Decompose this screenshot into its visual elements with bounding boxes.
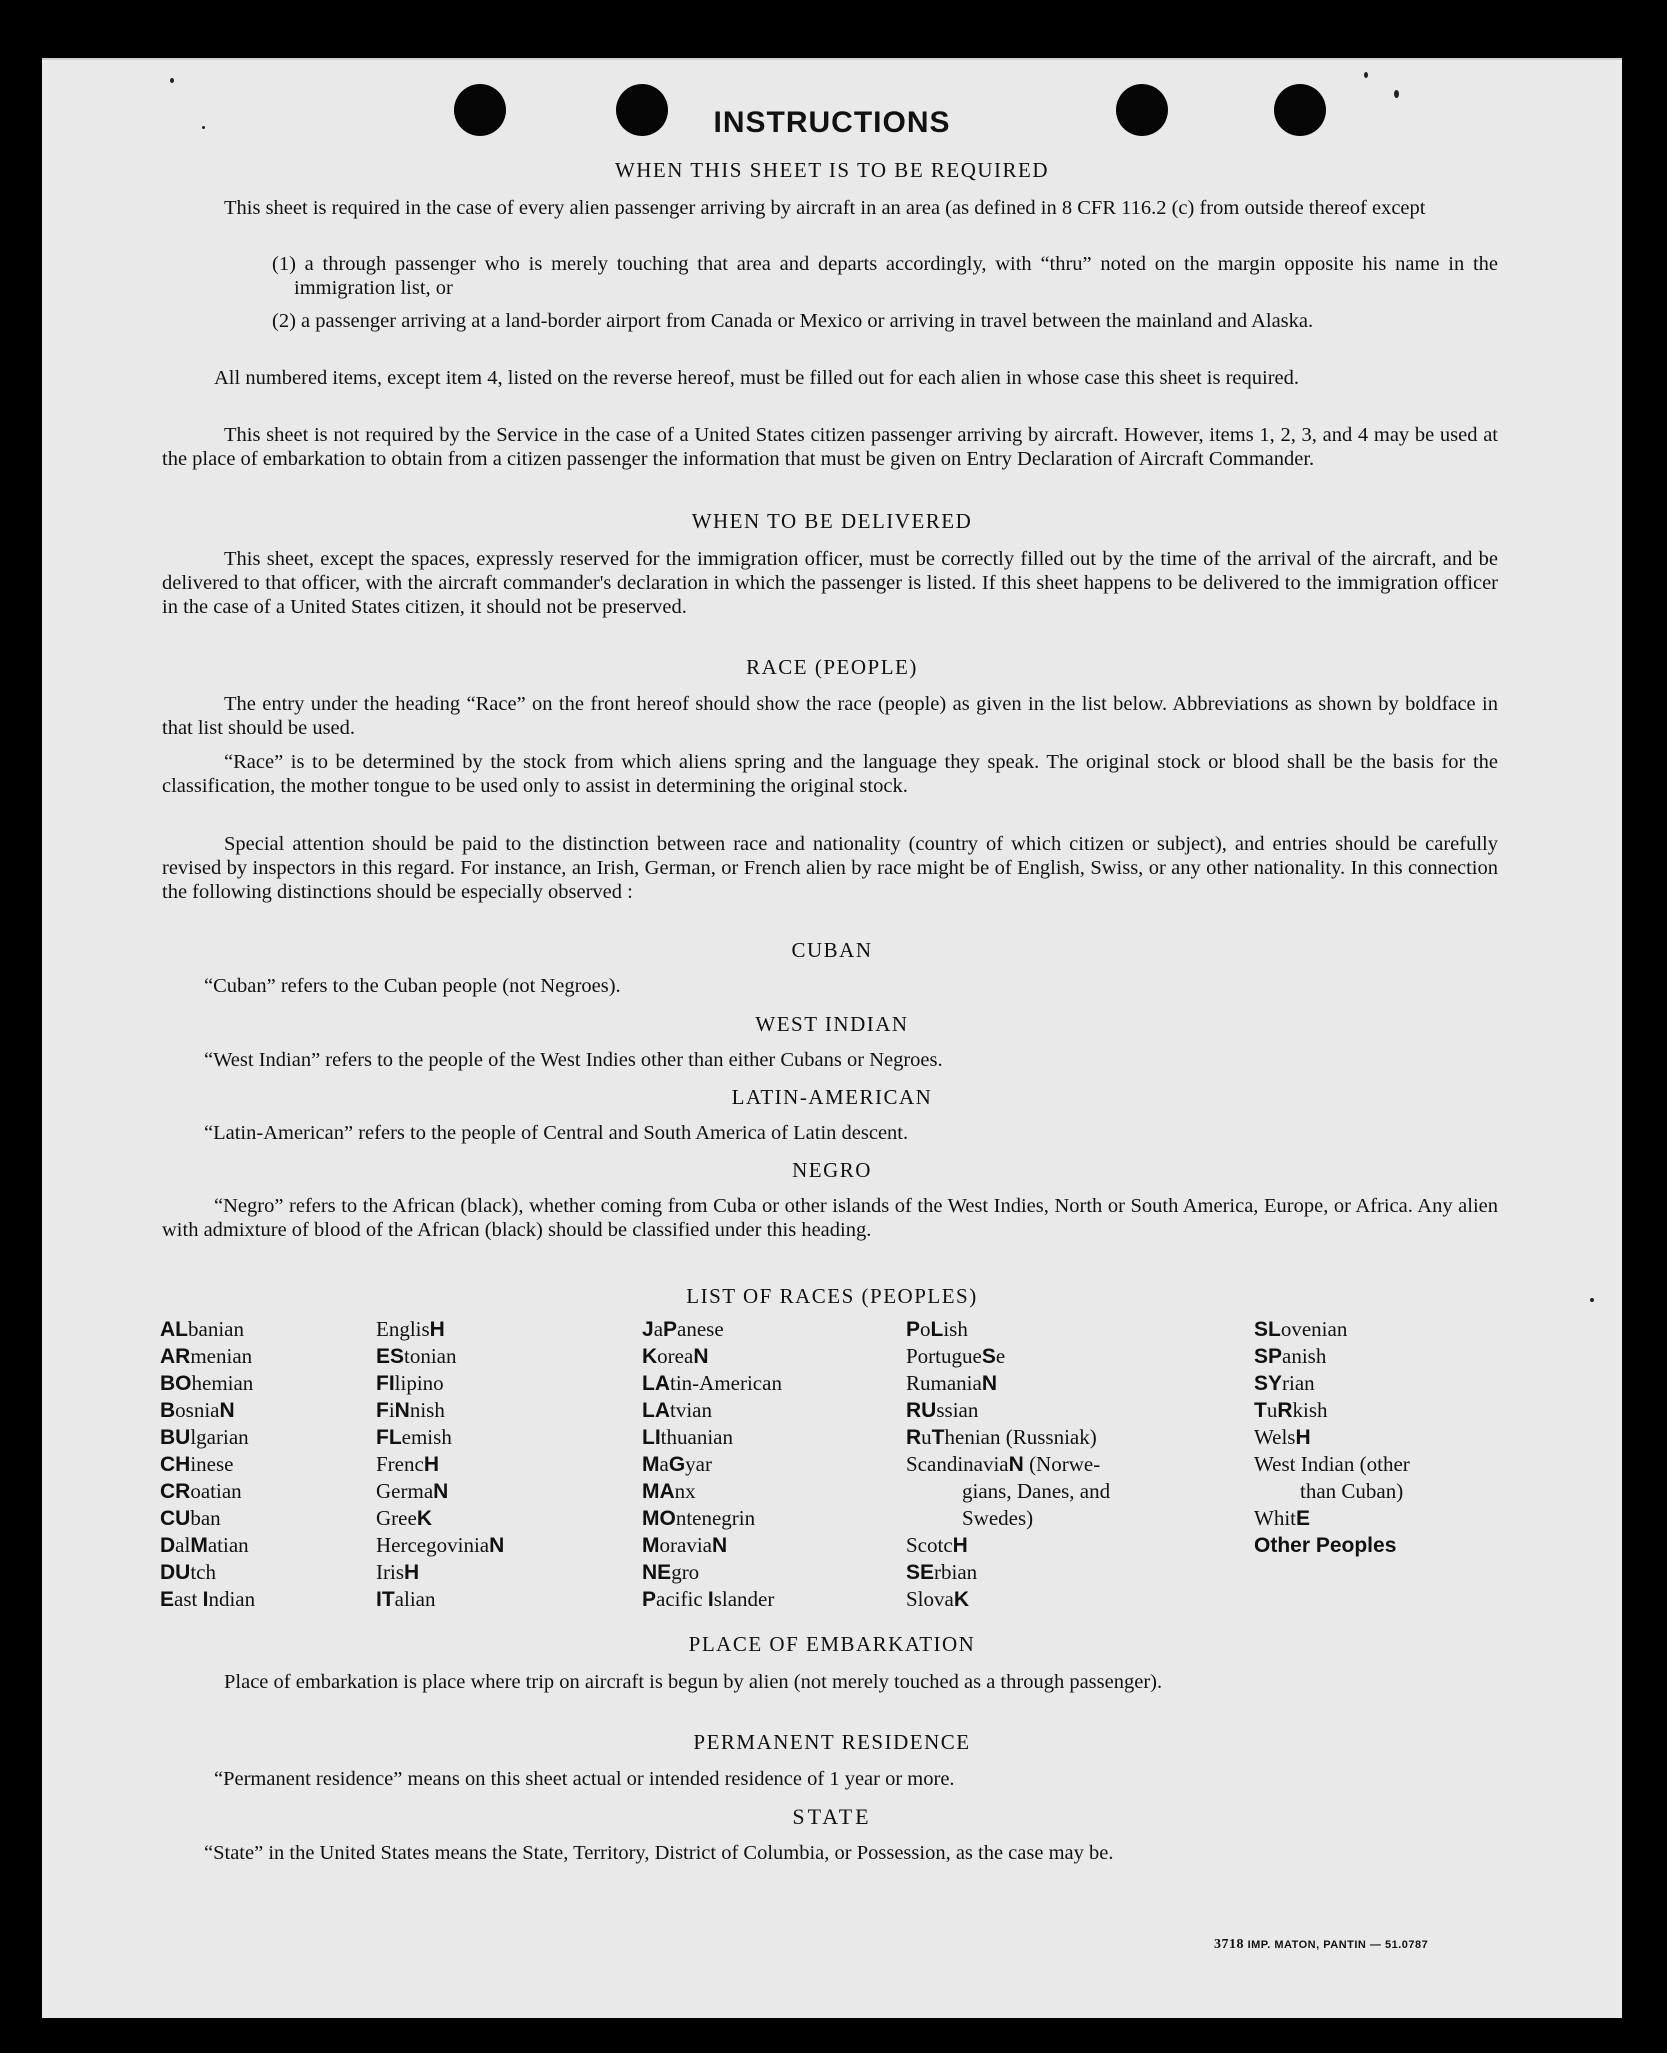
- race-name-text: lipino: [394, 1371, 444, 1395]
- race-abbreviation: N: [711, 1534, 728, 1557]
- race-list-item: [376, 1532, 504, 1559]
- race-list-item: [160, 1370, 255, 1397]
- race-abbreviation: H: [404, 1561, 420, 1584]
- heading-negro: NEGRO: [792, 1158, 872, 1182]
- race-abbreviation: CU: [160, 1507, 191, 1530]
- race-abbreviation: FL: [376, 1426, 402, 1449]
- race-name-text: tonian: [404, 1344, 457, 1368]
- race-abbreviation: K: [416, 1507, 432, 1530]
- race-name-text: kish: [1292, 1398, 1328, 1422]
- race-abbreviation: CR: [160, 1480, 191, 1503]
- race-abbreviation: N: [489, 1534, 505, 1557]
- race-abbreviation: ES: [376, 1345, 405, 1368]
- race-abbreviation: J: [642, 1318, 654, 1341]
- race-name-text: yar: [685, 1452, 712, 1476]
- race-name-text: u: [921, 1425, 932, 1449]
- race-name-text: tvian: [670, 1398, 712, 1422]
- race-list-item: [1254, 1478, 1410, 1505]
- race-abbreviation: T: [1254, 1399, 1267, 1422]
- race-list-item: [642, 1343, 782, 1370]
- paragraph: “West Indian” refers to the people of the West Indies other than either Cubans or Negroes.: [204, 1049, 943, 1071]
- race-abbreviation: G: [668, 1453, 686, 1476]
- race-abbreviation: F: [376, 1399, 389, 1422]
- document-sheet: [42, 58, 1622, 2018]
- race-abbreviation: N: [219, 1399, 235, 1422]
- race-name-text: emish: [401, 1425, 452, 1449]
- race-name-text: Slova: [906, 1587, 954, 1611]
- race-abbreviation: SP: [1254, 1345, 1283, 1368]
- race-list-item: [906, 1316, 1110, 1343]
- race-name-text: Rumania: [906, 1371, 982, 1395]
- race-abbreviation: D: [160, 1534, 176, 1557]
- race-abbreviation: BU: [160, 1426, 191, 1449]
- race-list-item: [642, 1559, 782, 1586]
- race-abbreviation: P: [906, 1318, 921, 1341]
- race-list-item: [1254, 1316, 1410, 1343]
- race-abbreviation: H: [429, 1318, 445, 1341]
- race-column-5: [1254, 1316, 1410, 1559]
- race-abbreviation: N: [394, 1399, 410, 1422]
- race-abbreviation: FI: [376, 1372, 395, 1395]
- race-abbreviation: M: [642, 1534, 660, 1557]
- paragraph: “Negro” refers to the African (black), whether coming from Cuba or other islands of the West Indies, North or South America, Europe, or Africa. Any alien with admixture of blood of the African (black) should be classified under this heading.: [162, 1195, 1498, 1241]
- race-abbreviation: SY: [1254, 1372, 1283, 1395]
- race-continuation: than Cuban): [1300, 1479, 1404, 1503]
- race-list-item: [906, 1586, 1110, 1613]
- race-name-text: u: [1266, 1398, 1278, 1422]
- race-name-text: ish: [943, 1317, 968, 1341]
- race-name-text: Hercegovinia: [376, 1533, 490, 1557]
- race-list-item: [376, 1559, 504, 1586]
- race-abbreviation: N: [1008, 1453, 1024, 1476]
- race-abbreviation: H: [423, 1453, 439, 1476]
- race-list-item: [160, 1451, 255, 1478]
- race-abbreviation: N: [981, 1372, 997, 1395]
- paragraph: The entry under the heading “Race” on the front hereof should show the race (people) as given in the list below. Abbreviations as shown by boldface in that list should be used.: [162, 693, 1498, 739]
- race-abbreviation: L: [930, 1318, 944, 1341]
- race-name-text: anish: [1282, 1344, 1327, 1368]
- paragraph: This sheet is not required by the Service in the case of a United States citizen passenger arriving by aircraft. However, items 1, 2, 3, and 4 may be used at the place of embarkation to obtain from a citizen passenger the information that must be given on Entry Declaration of Aircraft Commander.: [162, 424, 1498, 470]
- heading-west-indian: WEST INDIAN: [755, 1012, 909, 1036]
- race-list-item: [906, 1532, 1110, 1559]
- race-list-item: [906, 1424, 1110, 1451]
- race-name-text: Iris: [376, 1560, 404, 1584]
- race-abbreviation: K: [642, 1345, 658, 1368]
- race-name-text: ssian: [936, 1398, 979, 1422]
- race-abbreviation: IT: [376, 1588, 395, 1611]
- race-abbreviation: P: [663, 1318, 678, 1341]
- heading-permanent-residence: PERMANENT RESIDENCE: [693, 1730, 971, 1754]
- heading-race: RACE (PEOPLE): [746, 655, 918, 679]
- race-abbreviation: BO: [160, 1372, 192, 1395]
- race-name-text: Frenc: [376, 1452, 424, 1476]
- race-name-text: (Norwe-: [1023, 1452, 1101, 1476]
- race-name-text: West Indian (other: [1254, 1452, 1410, 1476]
- race-list-item: [376, 1505, 504, 1532]
- race-name-text: menian: [190, 1344, 253, 1368]
- race-abbreviation: M: [642, 1453, 660, 1476]
- race-list-item: [642, 1424, 782, 1451]
- race-column-2: [376, 1316, 504, 1613]
- race-name-text: e: [995, 1344, 1006, 1368]
- race-list-item: [376, 1586, 504, 1613]
- race-name-text: Englis: [376, 1317, 430, 1341]
- race-list-item: [160, 1478, 255, 1505]
- race-abbreviation: SL: [1254, 1318, 1281, 1341]
- race-name-text: i: [388, 1398, 395, 1422]
- page-title: INSTRUCTIONS: [713, 106, 951, 139]
- race-list-item: [906, 1370, 1110, 1397]
- race-abbreviation: I: [202, 1588, 209, 1611]
- race-name-text: ndian: [208, 1587, 256, 1611]
- race-name-text: nish: [409, 1398, 445, 1422]
- race-name-text: ntenegrin: [675, 1506, 756, 1530]
- race-name-text: a: [653, 1317, 664, 1341]
- race-name-text: osnia: [175, 1398, 220, 1422]
- race-list-item: [642, 1478, 782, 1505]
- heading-latin-american: LATIN-AMERICAN: [731, 1085, 933, 1109]
- race-list-item: [1254, 1397, 1410, 1424]
- race-abbreviation: E: [1296, 1507, 1311, 1530]
- race-abbreviation: MA: [642, 1480, 675, 1503]
- paragraph: This sheet, except the spaces, expressly reserved for the immigration officer, must be correctly filled out by the time of the arrival of the aircraft, and be delivered to that officer, with the aircraft commander's declaration in which the passenger is listed. If this sheet happens to be delivered to the immigration officer in the case of a United States citizen, it should not be preserved.: [162, 548, 1498, 618]
- printer-name: IMP. MATON, PANTIN — 51.0787: [1247, 1939, 1429, 1951]
- race-name-text: alian: [394, 1587, 436, 1611]
- race-list-item: [642, 1505, 782, 1532]
- race-abbreviation: M: [190, 1534, 208, 1557]
- race-name-text: a: [659, 1452, 669, 1476]
- race-list-item: [906, 1559, 1110, 1586]
- race-name-text: Gree: [376, 1506, 417, 1530]
- race-list-item: [1254, 1424, 1410, 1451]
- race-abbreviation: LA: [642, 1372, 670, 1395]
- race-name-text: Scotc: [906, 1533, 953, 1557]
- heading-when-required: WHEN THIS SHEET IS TO BE REQUIRED: [614, 158, 1050, 182]
- race-list-item: [642, 1370, 782, 1397]
- race-list-item: [642, 1532, 782, 1559]
- race-name-text: al: [175, 1533, 191, 1557]
- paragraph: “State” in the United States means the State, Territory, District of Columbia, or Possession, as the case may be.: [204, 1842, 1114, 1864]
- scan-speck: [1364, 72, 1368, 78]
- race-list-item: [160, 1343, 255, 1370]
- race-list-item: [1254, 1532, 1410, 1559]
- race-name-text: ban: [190, 1506, 221, 1530]
- race-name-text: Scandinavia: [906, 1452, 1009, 1476]
- race-name-text: ast: [174, 1587, 203, 1611]
- race-list-item: [160, 1397, 255, 1424]
- race-abbreviation: K: [953, 1588, 970, 1611]
- race-name-text: hemian: [191, 1371, 254, 1395]
- race-list-item: [642, 1397, 782, 1424]
- race-abbreviation: I: [707, 1588, 714, 1611]
- race-abbreviation: AL: [160, 1318, 188, 1341]
- race-list-item: [376, 1451, 504, 1478]
- race-list-item: [906, 1343, 1110, 1370]
- race-list-item: [376, 1370, 504, 1397]
- race-abbreviation: RU: [906, 1399, 937, 1422]
- paragraph: All numbered items, except item 4, listed on the reverse hereof, must be filled out for each alien in whose case this sheet is required.: [214, 367, 1300, 389]
- race-list-item: [906, 1397, 1110, 1424]
- race-abbreviation: CH: [160, 1453, 191, 1476]
- race-abbreviation: B: [160, 1399, 176, 1422]
- paragraph: “Permanent residence” means on this sheet actual or intended residence of 1 year or more.: [214, 1768, 955, 1790]
- race-name-text: ovenian: [1280, 1317, 1348, 1341]
- race-list-item: [160, 1505, 255, 1532]
- race-list-item: [160, 1424, 255, 1451]
- race-list-item: [642, 1451, 782, 1478]
- race-column-4: [906, 1316, 1110, 1613]
- race-list-item: [376, 1343, 504, 1370]
- paragraph: Place of embarkation is place where trip on aircraft is begun by alien (not merely touched as a through passenger).: [224, 1671, 1163, 1693]
- race-abbreviation: R: [906, 1426, 922, 1449]
- race-abbreviation: SE: [906, 1561, 935, 1584]
- race-abbreviation: T: [931, 1426, 945, 1449]
- race-name-text: oatian: [190, 1479, 242, 1503]
- race-abbreviation: LI: [642, 1426, 661, 1449]
- race-name-text: Portugue: [906, 1344, 982, 1368]
- race-name-text: slander: [713, 1587, 775, 1611]
- race-name-text: rian: [1282, 1371, 1315, 1395]
- race-list-item: [1254, 1451, 1410, 1478]
- race-abbreviation: P: [642, 1588, 657, 1611]
- scan-speck: [1394, 90, 1399, 98]
- race-name-text: inese: [190, 1452, 234, 1476]
- race-name-text: oravia: [659, 1533, 712, 1557]
- race-list-item: [906, 1451, 1110, 1478]
- paragraph: “Race” is to be determined by the stock from which aliens spring and the language they speak. The original stock or blood shall be the basis for the classification, the mother tongue to be used only to assist in determining the original stock.: [162, 751, 1498, 797]
- race-list-item: [642, 1586, 782, 1613]
- race-continuation: gians, Danes, and: [962, 1479, 1111, 1503]
- race-abbreviation: N: [693, 1345, 709, 1368]
- form-number: 3718: [1214, 1937, 1244, 1952]
- paragraph: “Latin-American” refers to the people of Central and South America of Latin descent.: [204, 1122, 909, 1144]
- race-continuation: Swedes): [962, 1506, 1034, 1530]
- race-abbreviation: E: [160, 1588, 175, 1611]
- race-abbreviation: MO: [642, 1507, 676, 1530]
- race-list-item: [376, 1424, 504, 1451]
- race-abbreviation: LA: [642, 1399, 670, 1422]
- paragraph: This sheet is required in the case of every alien passenger arriving by aircraft in an area (as defined in 8 CFR 116.2 (c) from outside thereof except: [224, 197, 1426, 219]
- heading-when-delivered: WHEN TO BE DELIVERED: [691, 509, 973, 533]
- race-list-item: [160, 1532, 255, 1559]
- race-list-item: [906, 1505, 1110, 1532]
- printer-imprint: [1214, 1937, 1428, 1953]
- heading-list-of-races: LIST OF RACES (PEOPLES): [686, 1284, 978, 1308]
- race-abbreviation: Other Peoples: [1254, 1534, 1397, 1557]
- race-name-text: Germa: [376, 1479, 434, 1503]
- race-list-item: [642, 1316, 782, 1343]
- race-name-text: o: [920, 1317, 931, 1341]
- race-list-item: [376, 1478, 504, 1505]
- race-name-text: tin-American: [670, 1371, 782, 1395]
- race-name-text: henian (Russniak): [944, 1425, 1097, 1449]
- race-column-3: [642, 1316, 782, 1613]
- race-list-item: [376, 1316, 504, 1343]
- race-list-item: [1254, 1343, 1410, 1370]
- race-name-text: anese: [677, 1317, 724, 1341]
- list-item-1: (1) a through passenger who is merely touching that area and departs accordingly, with “thru” noted on the margin opposite his name in the immigration list, or: [272, 253, 1498, 299]
- race-abbreviation: AR: [160, 1345, 191, 1368]
- race-name-text: Whit: [1254, 1506, 1296, 1530]
- race-list-item: [906, 1478, 1110, 1505]
- race-name-text: rbian: [934, 1560, 978, 1584]
- race-name-text: orea: [657, 1344, 694, 1368]
- paragraph: “Cuban” refers to the Cuban people (not Negroes).: [204, 975, 621, 997]
- race-name-text: lgarian: [190, 1425, 249, 1449]
- race-list-item: [1254, 1505, 1410, 1532]
- race-list-item: [1254, 1370, 1410, 1397]
- race-abbreviation: NE: [642, 1561, 672, 1584]
- race-list-item: [160, 1316, 255, 1343]
- race-abbreviation: R: [1277, 1399, 1293, 1422]
- race-abbreviation: H: [1295, 1426, 1311, 1449]
- race-column-1: [160, 1316, 255, 1613]
- heading-state: STATE: [792, 1804, 872, 1829]
- race-name-text: nx: [674, 1479, 696, 1503]
- race-abbreviation: S: [981, 1345, 996, 1368]
- race-abbreviation: N: [433, 1480, 449, 1503]
- race-name-text: acific: [656, 1587, 708, 1611]
- race-name-text: tch: [190, 1560, 216, 1584]
- race-abbreviation: DU: [160, 1561, 191, 1584]
- heading-cuban: CUBAN: [791, 938, 873, 962]
- list-item-2: (2) a passenger arriving at a land-border airport from Canada or Mexico or arriving in travel between the mainland and Alaska.: [272, 310, 1314, 332]
- race-name-text: banian: [188, 1317, 244, 1341]
- paragraph: Special attention should be paid to the distinction between race and nationality (country of which citizen or subject), and entries should be carefully revised by inspectors in this regard. For instance, an Irish, German, or French alien by race might be of English, Swiss, or any other nationality. In this connection the following distinctions should be especially observed :: [162, 833, 1498, 903]
- race-list-item: [376, 1397, 504, 1424]
- scan-speck: [170, 78, 174, 83]
- race-name-text: atian: [207, 1533, 249, 1557]
- heading-embarkation: PLACE OF EMBARKATION: [688, 1632, 976, 1656]
- race-abbreviation: H: [952, 1534, 968, 1557]
- race-name-text: Wels: [1254, 1425, 1296, 1449]
- race-list-item: [160, 1559, 255, 1586]
- race-list-item: [160, 1586, 255, 1613]
- race-name-text: thuanian: [660, 1425, 733, 1449]
- race-name-text: gro: [671, 1560, 700, 1584]
